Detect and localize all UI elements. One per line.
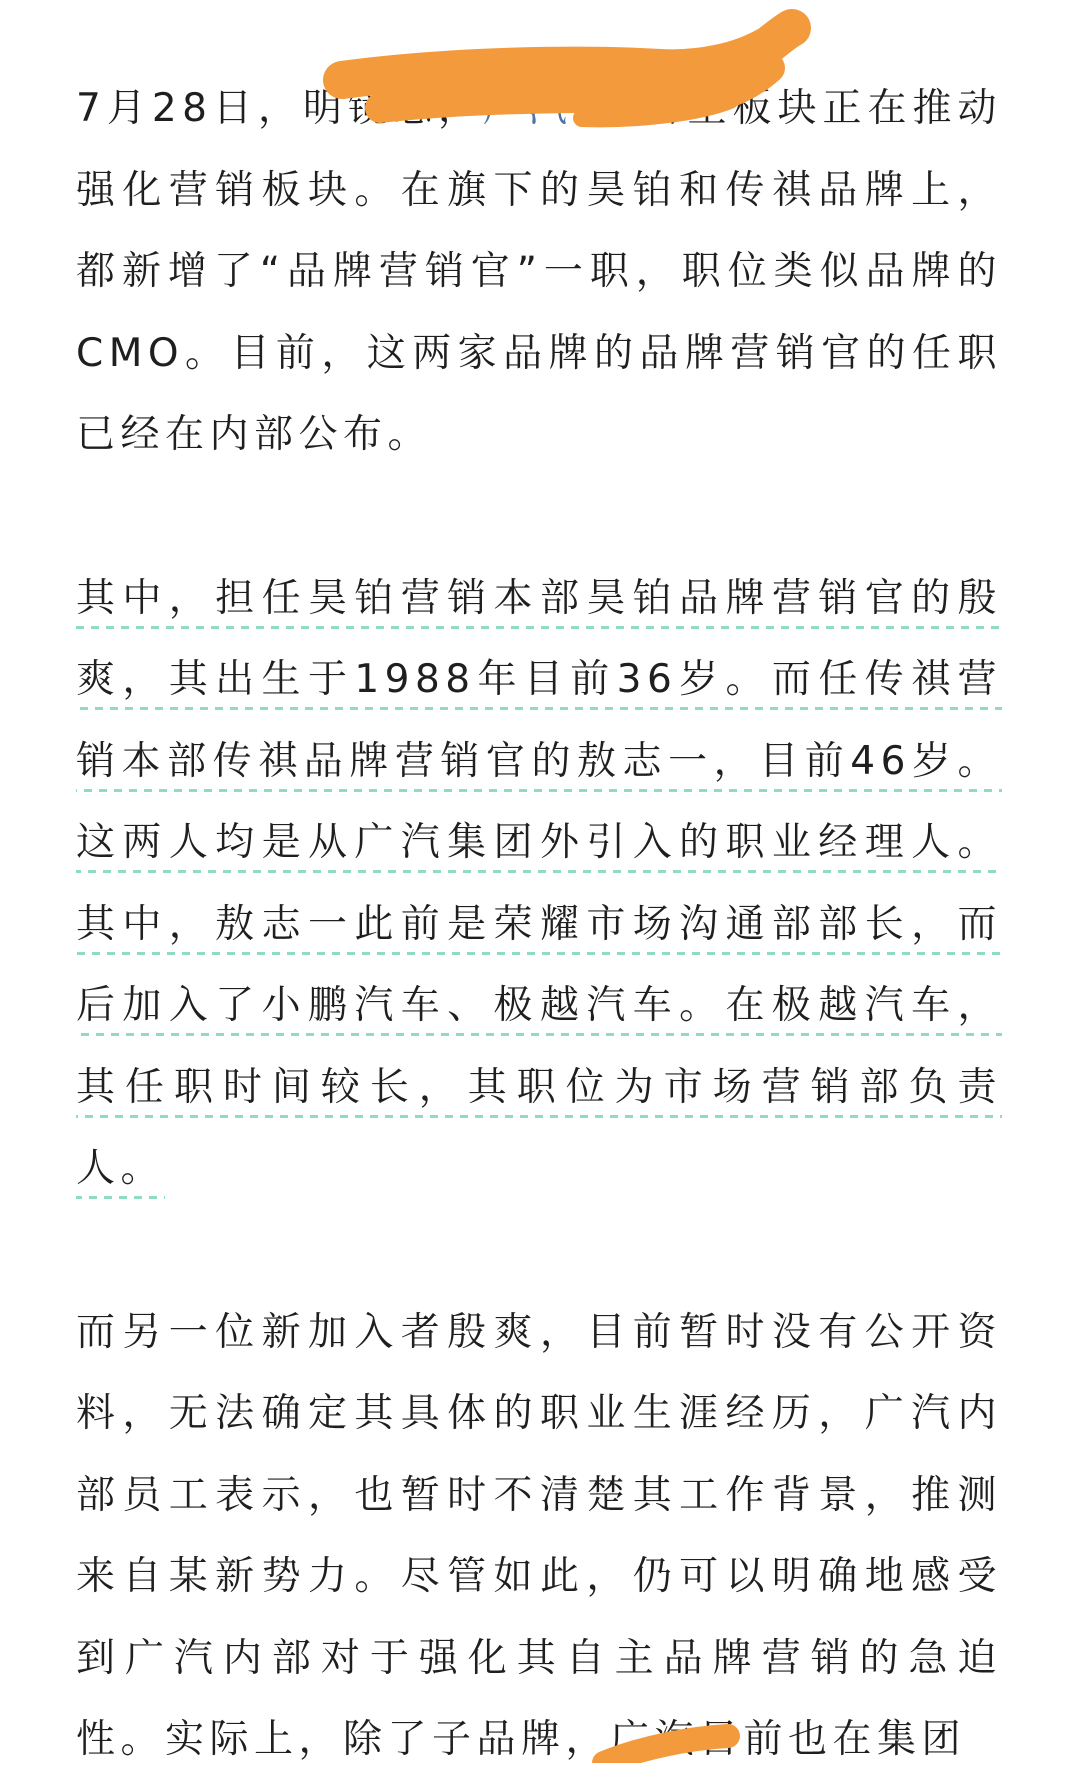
article-body	[76, 68, 1002, 1781]
paragraph-1-intro: 7月28日，明镜	[76, 86, 393, 131]
paragraph-3-body: 而另一位新加入者殷爽，目前暂时没有公开资料，无法确定其具体的职业生涯经历，广汽内部员工表示，也暂时不清楚其工作背景，推测来自某新势力。尽管如此，仍可以明确地感受到广汽内部对于强化其自主品牌营销的急迫性。实际上，除了子品牌，广汽目前也在集团	[76, 1309, 1002, 1762]
search-icon[interactable]	[575, 79, 595, 103]
paragraph-2	[76, 558, 1002, 1210]
paragraph-1-obscured-text: 悉，	[392, 86, 483, 131]
paragraph-3	[76, 1292, 1002, 1781]
highlighted-passage[interactable]: 其中，担任昊铂营销本部昊铂品牌营销官的殷爽，其出生于1988年目前36岁。而任传祺营销本部传祺品牌营销官的敖志一，目前46岁。这两人均是从广汽集团外引入的职业经理人。其中，敖志一此前是荣耀市场沟通部部长，而后加入了小鹏汽车、极越汽车。在极越汽车，其任职时间较长，其职位为市场营销部负责人。	[76, 576, 1002, 1200]
keyword-link-gac[interactable]: 广汽	[482, 86, 573, 131]
paragraph-1	[76, 68, 1002, 476]
paragraph-1-body: 在自主板块正在推动强化营销板块。在旗下的昊铂和传祺品牌上，都新增了“品牌营销官”一职，职位类似品牌的CMO。目前，这两家品牌的品牌营销官的任职已经在内部公布。	[76, 86, 1002, 457]
